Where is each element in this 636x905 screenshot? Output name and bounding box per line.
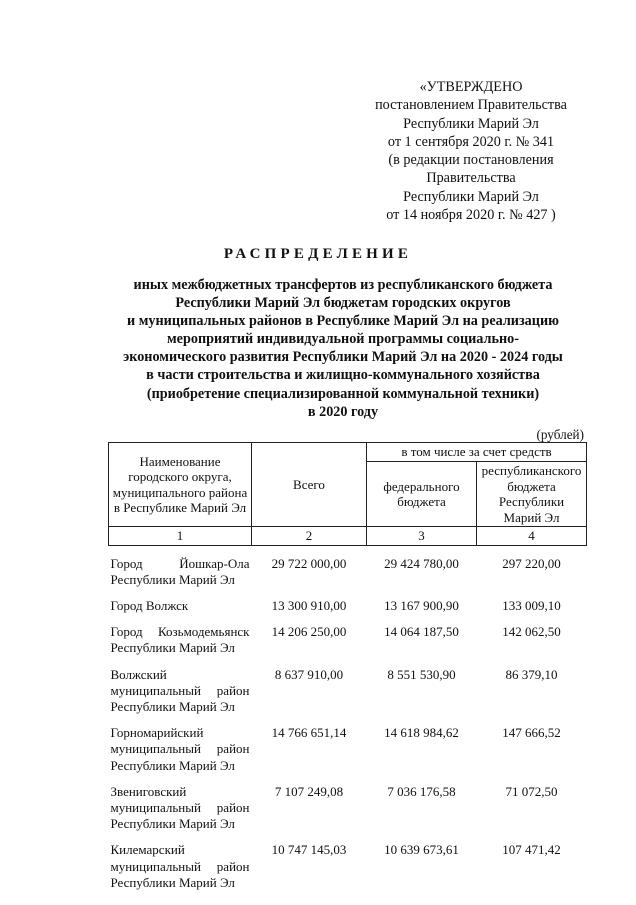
table-row	[109, 842, 587, 891]
row-name	[109, 624, 252, 656]
column-number: 2	[252, 527, 367, 546]
row-republican-value: 133 009,10	[502, 597, 561, 613]
row-name	[109, 725, 252, 774]
subheading-line: мероприятий индивидуальной программы социально-	[167, 331, 519, 348]
subheading-line: экономического развития Республики Марий Эл на 2020 - 2024 годы	[123, 349, 563, 366]
row-name-line: Республики Марий Эл	[110, 874, 235, 890]
row-total-value: 29 722 000,00	[271, 555, 347, 571]
column-number: 3	[367, 527, 477, 546]
row-name-line: Республики Марий Эл	[110, 571, 235, 587]
table-row	[109, 556, 587, 588]
row-name-line: Волжский	[110, 666, 167, 682]
row-total-value: 8 637 910,00	[274, 666, 344, 682]
row-republican-value: 297 220,00	[502, 555, 561, 571]
table-row	[109, 667, 587, 716]
row-name-line: Республики Марий Эл	[110, 640, 235, 656]
row-name-line: Горномарийский	[110, 725, 204, 741]
table-row	[109, 598, 587, 614]
header-name: Наименование городского округа, муниципального района в Республике Марий Эл	[109, 443, 252, 527]
subheading-line: в части строительства и жилищно-коммунального хозяйства	[146, 367, 540, 384]
row-name-line: Килемарский	[110, 842, 185, 858]
row-total-value: 7 107 249,08	[274, 783, 344, 799]
subheading-line: в 2020 году	[307, 403, 379, 420]
row-republican-value: 107 471,42	[502, 842, 561, 858]
approval-line: от 1 сентября 2020 г. № 341	[387, 133, 555, 150]
subheading-line: иных межбюджетных трансфертов из республиканского бюджета	[133, 277, 553, 293]
distribution-table	[108, 442, 587, 891]
row-federal-value: 8 551 530,90	[387, 666, 456, 682]
row-republican-value: 147 666,52	[502, 725, 561, 741]
table-row	[109, 784, 587, 833]
table-row	[109, 725, 587, 774]
row-name-line: Республики Марий Эл	[110, 757, 235, 773]
approval-line: (в редакции постановления	[388, 152, 554, 169]
row-name-line: Город Йошкар-Ола	[110, 555, 250, 571]
header-including: в том числе за счет средств	[367, 443, 587, 462]
row-name-line: муниципальный район	[110, 741, 250, 757]
row-name	[109, 556, 252, 588]
approval-line: Республики Марий Эл	[403, 188, 539, 205]
approval-line: Правительства	[426, 170, 516, 187]
header-republican: республиканского бюджета Республики Марий Эл	[477, 462, 587, 527]
row-name-line: муниципальный район	[110, 682, 250, 698]
header-total: Всего	[252, 443, 367, 527]
approval-line: постановлением Правительства	[375, 97, 567, 114]
approval-line: «УТВЕРЖДЕНО	[419, 79, 523, 95]
document-heading: РАСПРЕДЕЛЕНИЕ	[223, 246, 413, 262]
row-republican-value: 71 072,50	[505, 783, 558, 799]
row-total-value: 10 747 145,03	[271, 842, 347, 858]
row-name-line: Республики Марий Эл	[110, 698, 235, 714]
row-name	[109, 784, 252, 833]
row-name	[109, 667, 252, 716]
row-federal-value: 13 167 900,90	[384, 597, 459, 613]
row-federal-value: 14 064 187,50	[384, 624, 459, 640]
row-name	[109, 842, 252, 891]
row-name-line: Город Волжск	[110, 597, 189, 613]
row-federal-value: 14 618 984,62	[384, 725, 459, 741]
row-name-line: муниципальный район	[110, 799, 250, 815]
approval-stamp	[360, 78, 582, 224]
row-federal-value: 10 639 673,61	[384, 842, 459, 858]
row-total-value: 13 300 910,00	[271, 597, 347, 613]
row-name-line: Город Козьмодемьянск	[110, 624, 250, 640]
row-federal-value: 7 036 176,58	[387, 783, 456, 799]
row-total-value: 14 766 651,14	[271, 725, 347, 741]
row-name-line: Звениговский	[110, 783, 187, 799]
row-total-value: 14 206 250,00	[271, 624, 347, 640]
subheading-line: (приобретение специализированной коммунальной техники)	[146, 385, 540, 402]
subheading-line: и муниципальных районов в Республике Марий Эл на реализацию	[127, 313, 559, 330]
unit-label: (рублей)	[536, 427, 584, 442]
table-body	[109, 545, 587, 891]
row-name	[109, 598, 252, 614]
row-name-line: муниципальный район	[110, 858, 250, 874]
approval-line: от 14 ноября 2020 г. № 427 )	[386, 207, 556, 224]
row-federal-value: 29 424 780,00	[384, 555, 459, 571]
row-name-line: Республики Марий Эл	[110, 816, 235, 832]
column-number: 4	[477, 527, 587, 546]
header-federal: федерального бюджета	[367, 462, 477, 527]
row-republican-value: 86 379,10	[505, 666, 558, 682]
subheading-line: Республики Марий Эл бюджетам городских округов	[175, 295, 511, 312]
table-row	[109, 624, 587, 656]
approval-line: Республики Марий Эл	[403, 115, 539, 132]
document-subheading	[100, 276, 586, 421]
row-republican-value: 142 062,50	[502, 624, 561, 640]
column-number: 1	[109, 527, 252, 546]
